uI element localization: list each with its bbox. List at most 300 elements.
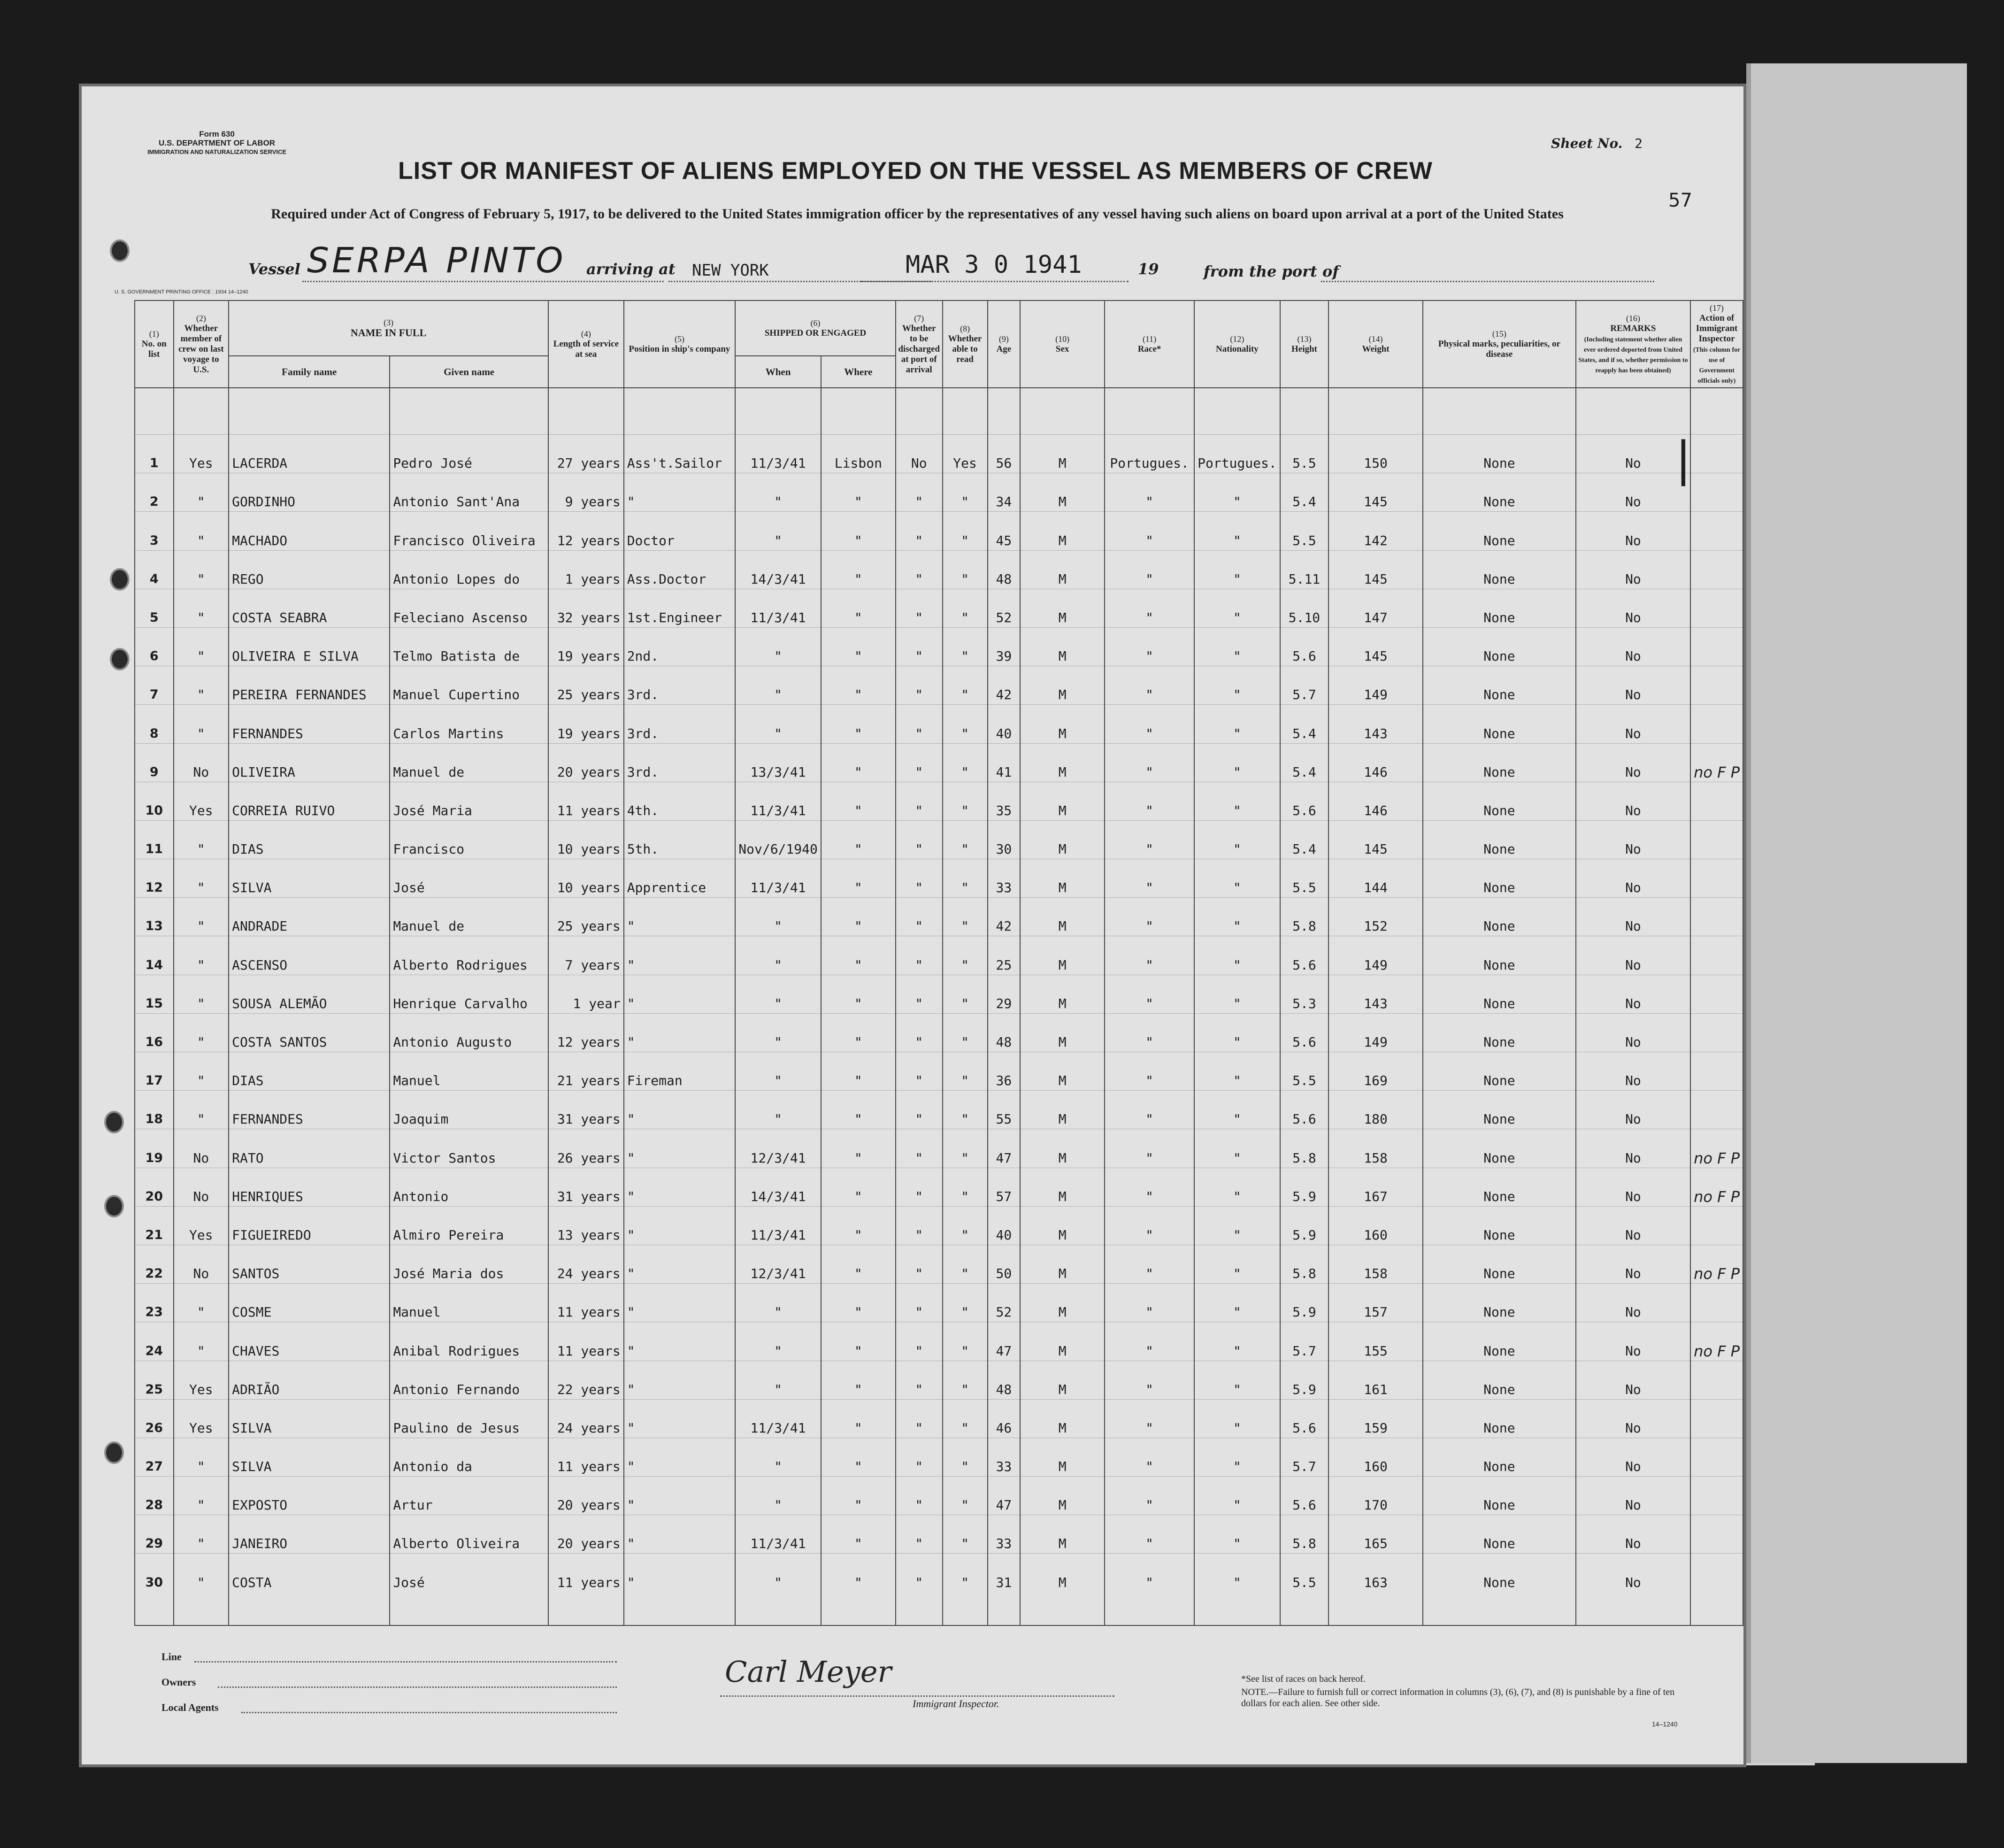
- header-given-name: Given name: [390, 356, 548, 388]
- inspector-action-cell: [1690, 1477, 1743, 1515]
- given-name-cell: Feleciano Ascenso: [390, 589, 548, 627]
- height-cell: 5.6: [1280, 1013, 1329, 1052]
- nationality-cell: ": [1194, 859, 1280, 898]
- empty-cell: [548, 1592, 624, 1625]
- shipped-when-cell: 11/3/41: [735, 435, 821, 473]
- family-name-cell: CHAVES: [229, 1322, 390, 1361]
- last-voyage-cell: ": [174, 1052, 229, 1091]
- age-cell: 33: [988, 1515, 1021, 1554]
- last-voyage-cell: ": [174, 936, 229, 975]
- position-cell: ": [624, 1554, 736, 1592]
- shipped-when-cell: 11/3/41: [735, 859, 821, 898]
- weight-cell: 160: [1328, 1206, 1423, 1245]
- nationality-cell: ": [1194, 1206, 1280, 1245]
- age-cell: 35: [988, 782, 1021, 820]
- position-cell: ": [624, 1399, 736, 1438]
- row-number: 15: [135, 975, 174, 1013]
- empty-cell: [735, 1592, 821, 1625]
- physical-marks-cell: None: [1423, 1284, 1576, 1322]
- header-where: Where: [821, 356, 896, 388]
- race-cell: ": [1105, 1091, 1194, 1129]
- position-cell: 3rd.: [624, 705, 736, 743]
- race-cell: ": [1105, 1438, 1194, 1476]
- remarks-cell: No: [1576, 1091, 1690, 1129]
- inspector-signature: Carl Meyer: [725, 1655, 892, 1689]
- nationality-cell: ": [1194, 627, 1280, 666]
- weight-cell: 165: [1328, 1515, 1423, 1554]
- physical-marks-cell: None: [1423, 1554, 1576, 1592]
- inspector-action-cell: [1690, 435, 1743, 473]
- family-name-cell: ASCENSO: [229, 936, 390, 975]
- family-name-cell: JANEIRO: [229, 1515, 390, 1554]
- remarks-cell: No: [1576, 1322, 1690, 1361]
- shipped-when-cell: ": [735, 1284, 821, 1322]
- family-name-cell: COSTA SEABRA: [229, 589, 390, 627]
- family-name-cell: FERNANDES: [229, 705, 390, 743]
- row-number: 29: [135, 1515, 174, 1554]
- position-cell: Doctor: [624, 512, 736, 550]
- age-cell: 40: [988, 705, 1021, 743]
- table-row: [135, 1245, 1743, 1283]
- height-cell: 5.4: [1280, 743, 1329, 782]
- header-sex: (10) Sex: [1020, 300, 1105, 388]
- able-to-read-cell: ": [943, 473, 988, 512]
- physical-marks-cell: None: [1423, 1091, 1576, 1129]
- vessel-line: [302, 280, 664, 282]
- shipped-when-cell: 14/3/41: [735, 550, 821, 589]
- table-row: [135, 512, 1743, 550]
- height-cell: 5.6: [1280, 1091, 1329, 1129]
- sex-cell: M: [1020, 782, 1105, 820]
- nationality-cell: ": [1194, 1168, 1280, 1206]
- shipped-when-cell: 11/3/41: [735, 1399, 821, 1438]
- inspector-action-cell: [1690, 1091, 1743, 1129]
- age-cell: 57: [988, 1168, 1021, 1206]
- table-row: [135, 1091, 1743, 1129]
- sex-cell: M: [1020, 1129, 1105, 1168]
- family-name-cell: SILVA: [229, 859, 390, 898]
- shipped-where-cell: ": [821, 936, 896, 975]
- weight-cell: 149: [1328, 936, 1423, 975]
- empty-cell: [1020, 1592, 1105, 1625]
- form-number: Form 630: [199, 130, 235, 139]
- weight-cell: 152: [1328, 898, 1423, 936]
- able-to-read-cell: ": [943, 1168, 988, 1206]
- shipped-when-cell: ": [735, 705, 821, 743]
- physical-marks-cell: None: [1423, 589, 1576, 627]
- header-length-of-service: (4) Length of service at sea: [548, 300, 624, 388]
- position-cell: ": [624, 1515, 736, 1554]
- shipped-when-cell: 12/3/41: [735, 1245, 821, 1283]
- physical-marks-cell: None: [1423, 820, 1576, 859]
- discharged-cell: ": [896, 859, 943, 898]
- inspector-action-cell: no F P: [1690, 743, 1743, 782]
- given-name-cell: José: [390, 859, 548, 898]
- row-number: 11: [135, 820, 174, 859]
- service-cell: 21 years: [548, 1052, 624, 1091]
- shipped-where-cell: ": [821, 820, 896, 859]
- nationality-cell: ": [1194, 1554, 1280, 1592]
- inspector-action-cell: [1690, 1515, 1743, 1554]
- table-row: [135, 1477, 1743, 1515]
- empty-cell: [943, 1592, 988, 1625]
- table-row: [135, 1438, 1743, 1476]
- given-name-cell: Antonio Sant'Ana: [390, 473, 548, 512]
- sex-cell: M: [1020, 743, 1105, 782]
- crew-manifest-table: [134, 300, 1743, 1626]
- sex-cell: M: [1020, 1399, 1105, 1438]
- last-voyage-cell: No: [174, 1168, 229, 1206]
- table-row: [135, 1361, 1743, 1399]
- service-name: IMMIGRATION AND NATURALIZATION SERVICE: [147, 148, 287, 155]
- able-to-read-cell: ": [943, 1361, 988, 1399]
- able-to-read-cell: ": [943, 589, 988, 627]
- row-number: 2: [135, 473, 174, 512]
- physical-marks-cell: None: [1423, 705, 1576, 743]
- nationality-cell: ": [1194, 1399, 1280, 1438]
- table-row: [135, 1284, 1743, 1322]
- shipped-where-cell: ": [821, 859, 896, 898]
- sheet-number: [1551, 136, 1643, 151]
- discharged-cell: ": [896, 1284, 943, 1322]
- header-weight: (14) Weight: [1328, 300, 1423, 388]
- weight-cell: 146: [1328, 743, 1423, 782]
- shipped-when-cell: ": [735, 975, 821, 1013]
- shipped-where-cell: ": [821, 666, 896, 705]
- header-spacer-row: [135, 388, 1743, 435]
- family-name-cell: DIAS: [229, 1052, 390, 1091]
- remarks-cell: No: [1576, 473, 1690, 512]
- remarks-cell: No: [1576, 512, 1690, 550]
- shipped-where-cell: ": [821, 1438, 896, 1476]
- able-to-read-cell: ": [943, 1091, 988, 1129]
- age-cell: 55: [988, 1091, 1021, 1129]
- sex-cell: M: [1020, 975, 1105, 1013]
- row-number: 4: [135, 550, 174, 589]
- height-cell: 5.6: [1280, 782, 1329, 820]
- discharged-cell: ": [896, 1361, 943, 1399]
- family-name-cell: COSTA: [229, 1554, 390, 1592]
- family-name-cell: SILVA: [229, 1399, 390, 1438]
- row-number: 25: [135, 1361, 174, 1399]
- weight-cell: 145: [1328, 550, 1423, 589]
- remarks-cell: No: [1576, 743, 1690, 782]
- given-name-cell: Pedro José: [390, 435, 548, 473]
- sex-cell: M: [1020, 1322, 1105, 1361]
- row-number: 18: [135, 1091, 174, 1129]
- sex-cell: M: [1020, 473, 1105, 512]
- family-name-cell: REGO: [229, 550, 390, 589]
- shipped-when-cell: ": [735, 666, 821, 705]
- line-field: [194, 1660, 617, 1663]
- physical-marks-cell: None: [1423, 1399, 1576, 1438]
- service-cell: 11 years: [548, 1322, 624, 1361]
- remarks-cell: No: [1576, 936, 1690, 975]
- discharged-cell: ": [896, 473, 943, 512]
- family-name-cell: SOUSA ALEMÃO: [229, 975, 390, 1013]
- last-voyage-cell: Yes: [174, 435, 229, 473]
- line-label: Line: [161, 1651, 182, 1663]
- row-number: 9: [135, 743, 174, 782]
- height-cell: 5.7: [1280, 666, 1329, 705]
- shipped-when-cell: ": [735, 512, 821, 550]
- height-cell: 5.4: [1280, 820, 1329, 859]
- last-voyage-cell: ": [174, 666, 229, 705]
- service-cell: 10 years: [548, 859, 624, 898]
- given-name-cell: Carlos Martins: [390, 705, 548, 743]
- row-number: 7: [135, 666, 174, 705]
- physical-marks-cell: None: [1423, 1013, 1576, 1052]
- shipped-where-cell: ": [821, 1477, 896, 1515]
- height-cell: 5.9: [1280, 1284, 1329, 1322]
- sex-cell: M: [1020, 1091, 1105, 1129]
- given-name-cell: Manuel: [390, 1052, 548, 1091]
- shipped-where-cell: ": [821, 512, 896, 550]
- row-number: 6: [135, 627, 174, 666]
- physical-marks-cell: None: [1423, 627, 1576, 666]
- weight-cell: 170: [1328, 1477, 1423, 1515]
- age-cell: 47: [988, 1129, 1021, 1168]
- service-cell: 25 years: [548, 666, 624, 705]
- race-cell: ": [1105, 743, 1194, 782]
- service-cell: 11 years: [548, 782, 624, 820]
- remarks-cell: No: [1576, 705, 1690, 743]
- last-voyage-cell: ": [174, 1284, 229, 1322]
- discharged-cell: ": [896, 1052, 943, 1091]
- race-cell: ": [1105, 898, 1194, 936]
- binder-hole: [104, 1111, 124, 1133]
- shipped-where-cell: ": [821, 550, 896, 589]
- race-cell: ": [1105, 820, 1194, 859]
- given-name-cell: Anibal Rodrigues: [390, 1322, 548, 1361]
- given-name-cell: Francisco Oliveira: [390, 512, 548, 550]
- given-name-cell: Manuel de: [390, 743, 548, 782]
- inspector-action-cell: [1690, 1052, 1743, 1091]
- last-voyage-cell: ": [174, 1438, 229, 1476]
- given-name-cell: Joaquim: [390, 1091, 548, 1129]
- shipped-when-cell: 11/3/41: [735, 589, 821, 627]
- age-cell: 34: [988, 473, 1021, 512]
- inspector-action-cell: no F P: [1690, 1129, 1743, 1168]
- weight-cell: 149: [1328, 666, 1423, 705]
- underlying-sheet: [1746, 63, 1967, 1763]
- remarks-cell: No: [1576, 820, 1690, 859]
- last-voyage-cell: ": [174, 589, 229, 627]
- crew-rows: [135, 388, 1743, 1625]
- row-number: 5: [135, 589, 174, 627]
- header-no-on-list: (1) No. on list: [135, 300, 174, 388]
- weight-cell: 145: [1328, 627, 1423, 666]
- family-name-cell: RATO: [229, 1129, 390, 1168]
- age-cell: 47: [988, 1477, 1021, 1515]
- family-name-cell: ADRIÃO: [229, 1361, 390, 1399]
- able-to-read-cell: ": [943, 743, 988, 782]
- able-to-read-cell: ": [943, 1245, 988, 1283]
- remarks-cell: No: [1576, 782, 1690, 820]
- weight-cell: 150: [1328, 435, 1423, 473]
- from-port-label: from the port of: [1204, 262, 1339, 280]
- family-name-cell: LACERDA: [229, 435, 390, 473]
- inspector-action-cell: no F P: [1690, 1245, 1743, 1283]
- row-number: 30: [135, 1554, 174, 1592]
- age-cell: 48: [988, 1013, 1021, 1052]
- discharged-cell: ": [896, 1438, 943, 1476]
- nationality-cell: ": [1194, 705, 1280, 743]
- inspector-action-cell: [1690, 782, 1743, 820]
- service-cell: 12 years: [548, 1013, 624, 1052]
- weight-cell: 169: [1328, 1052, 1423, 1091]
- remarks-cell: No: [1576, 666, 1690, 705]
- row-number: 12: [135, 859, 174, 898]
- weight-cell: 143: [1328, 705, 1423, 743]
- family-name-cell: HENRIQUES: [229, 1168, 390, 1206]
- sheet-number-label: Sheet No.: [1551, 136, 1623, 151]
- position-cell: ": [624, 898, 736, 936]
- inspector-action-cell: [1690, 589, 1743, 627]
- row-number: 1: [135, 435, 174, 473]
- given-name-cell: Paulino de Jesus: [390, 1399, 548, 1438]
- service-cell: 19 years: [548, 627, 624, 666]
- able-to-read-cell: ": [943, 1322, 988, 1361]
- row-number: 19: [135, 1129, 174, 1168]
- table-row: [135, 975, 1743, 1013]
- shipped-where-cell: ": [821, 1515, 896, 1554]
- row-number: 3: [135, 512, 174, 550]
- physical-marks-cell: None: [1423, 1322, 1576, 1361]
- discharged-cell: ": [896, 1129, 943, 1168]
- given-name-cell: José Maria dos: [390, 1245, 548, 1283]
- empty-cell: [390, 1592, 548, 1625]
- discharged-cell: ": [896, 589, 943, 627]
- age-cell: 48: [988, 1361, 1021, 1399]
- shipped-when-cell: ": [735, 1477, 821, 1515]
- discharged-cell: ": [896, 705, 943, 743]
- table-row: [135, 898, 1743, 936]
- header-nationality: (12) Nationality: [1194, 300, 1280, 388]
- sex-cell: M: [1020, 589, 1105, 627]
- able-to-read-cell: ": [943, 1129, 988, 1168]
- remarks-cell: No: [1576, 1284, 1690, 1322]
- table-row: [135, 666, 1743, 705]
- position-cell: Ass't.Sailor: [624, 435, 736, 473]
- able-to-read-cell: ": [943, 859, 988, 898]
- empty-cell: [135, 1592, 174, 1625]
- service-cell: 32 years: [548, 589, 624, 627]
- vessel-label: Vessel: [248, 260, 300, 278]
- position-cell: ": [624, 1245, 736, 1283]
- row-number: 26: [135, 1399, 174, 1438]
- binder-hole: [110, 648, 130, 670]
- shipped-when-cell: 11/3/41: [735, 1206, 821, 1245]
- header-when: When: [735, 356, 821, 388]
- sex-cell: M: [1020, 1284, 1105, 1322]
- physical-marks-cell: None: [1423, 936, 1576, 975]
- shipped-when-cell: 11/3/41: [735, 1515, 821, 1554]
- form-code: 14–1240: [1652, 1720, 1678, 1728]
- nationality-cell: ": [1194, 782, 1280, 820]
- nationality-cell: ": [1194, 512, 1280, 550]
- remarks-cell: No: [1576, 589, 1690, 627]
- shipped-when-cell: ": [735, 1052, 821, 1091]
- service-cell: 10 years: [548, 820, 624, 859]
- position-cell: ": [624, 1322, 736, 1361]
- discharged-cell: ": [896, 1554, 943, 1592]
- age-cell: 41: [988, 743, 1021, 782]
- remarks-cell: No: [1576, 1206, 1690, 1245]
- empty-cell: [624, 1592, 736, 1625]
- header-height: (13) Height: [1280, 300, 1329, 388]
- height-cell: 5.9: [1280, 1168, 1329, 1206]
- physical-marks-cell: None: [1423, 473, 1576, 512]
- remarks-cell: No: [1576, 1554, 1690, 1592]
- discharged-cell: ": [896, 1515, 943, 1554]
- height-cell: 5.11: [1280, 550, 1329, 589]
- service-cell: 20 years: [548, 1477, 624, 1515]
- age-cell: 52: [988, 1284, 1021, 1322]
- nationality-cell: ": [1194, 1322, 1280, 1361]
- table-row: [135, 743, 1743, 782]
- able-to-read-cell: ": [943, 627, 988, 666]
- race-cell: ": [1105, 705, 1194, 743]
- inspector-action-cell: [1690, 975, 1743, 1013]
- able-to-read-cell: ": [943, 1515, 988, 1554]
- empty-cell: [1690, 1592, 1743, 1625]
- remarks-cell: No: [1576, 1052, 1690, 1091]
- physical-marks-cell: None: [1423, 435, 1576, 473]
- shipped-when-cell: ": [735, 1013, 821, 1052]
- remarks-cell: No: [1576, 1129, 1690, 1168]
- discharged-cell: ": [896, 512, 943, 550]
- physical-marks-cell: None: [1423, 550, 1576, 589]
- given-name-cell: Artur: [390, 1477, 548, 1515]
- inspector-action-cell: [1690, 859, 1743, 898]
- table-row: [135, 627, 1743, 666]
- position-cell: ": [624, 1361, 736, 1399]
- inspector-action-cell: [1690, 666, 1743, 705]
- physical-marks-cell: None: [1423, 1477, 1576, 1515]
- shipped-where-cell: ": [821, 1168, 896, 1206]
- header-age: (9) Age: [988, 300, 1021, 388]
- inspector-action-cell: [1690, 1013, 1743, 1052]
- weight-cell: 180: [1328, 1091, 1423, 1129]
- age-cell: 25: [988, 936, 1021, 975]
- position-cell: 2nd.: [624, 627, 736, 666]
- able-to-read-cell: ": [943, 820, 988, 859]
- remarks-cell: No: [1576, 1438, 1690, 1476]
- nationality-cell: ": [1194, 550, 1280, 589]
- vessel-name: SERPA PINTO: [307, 240, 566, 281]
- height-cell: 5.9: [1280, 1361, 1329, 1399]
- height-cell: 5.8: [1280, 1245, 1329, 1283]
- position-cell: Apprentice: [624, 859, 736, 898]
- inspector-action-cell: [1690, 473, 1743, 512]
- race-cell: ": [1105, 1515, 1194, 1554]
- sex-cell: M: [1020, 859, 1105, 898]
- age-cell: 39: [988, 627, 1021, 666]
- position-cell: ": [624, 1206, 736, 1245]
- age-cell: 47: [988, 1322, 1021, 1361]
- able-to-read-cell: ": [943, 705, 988, 743]
- service-cell: 20 years: [548, 1515, 624, 1554]
- physical-marks-cell: None: [1423, 898, 1576, 936]
- age-cell: 52: [988, 589, 1021, 627]
- able-to-read-cell: ": [943, 512, 988, 550]
- header-race: (11) Race*: [1105, 300, 1194, 388]
- able-to-read-cell: ": [943, 782, 988, 820]
- race-cell: ": [1105, 782, 1194, 820]
- position-cell: ": [624, 936, 736, 975]
- weight-cell: 158: [1328, 1129, 1423, 1168]
